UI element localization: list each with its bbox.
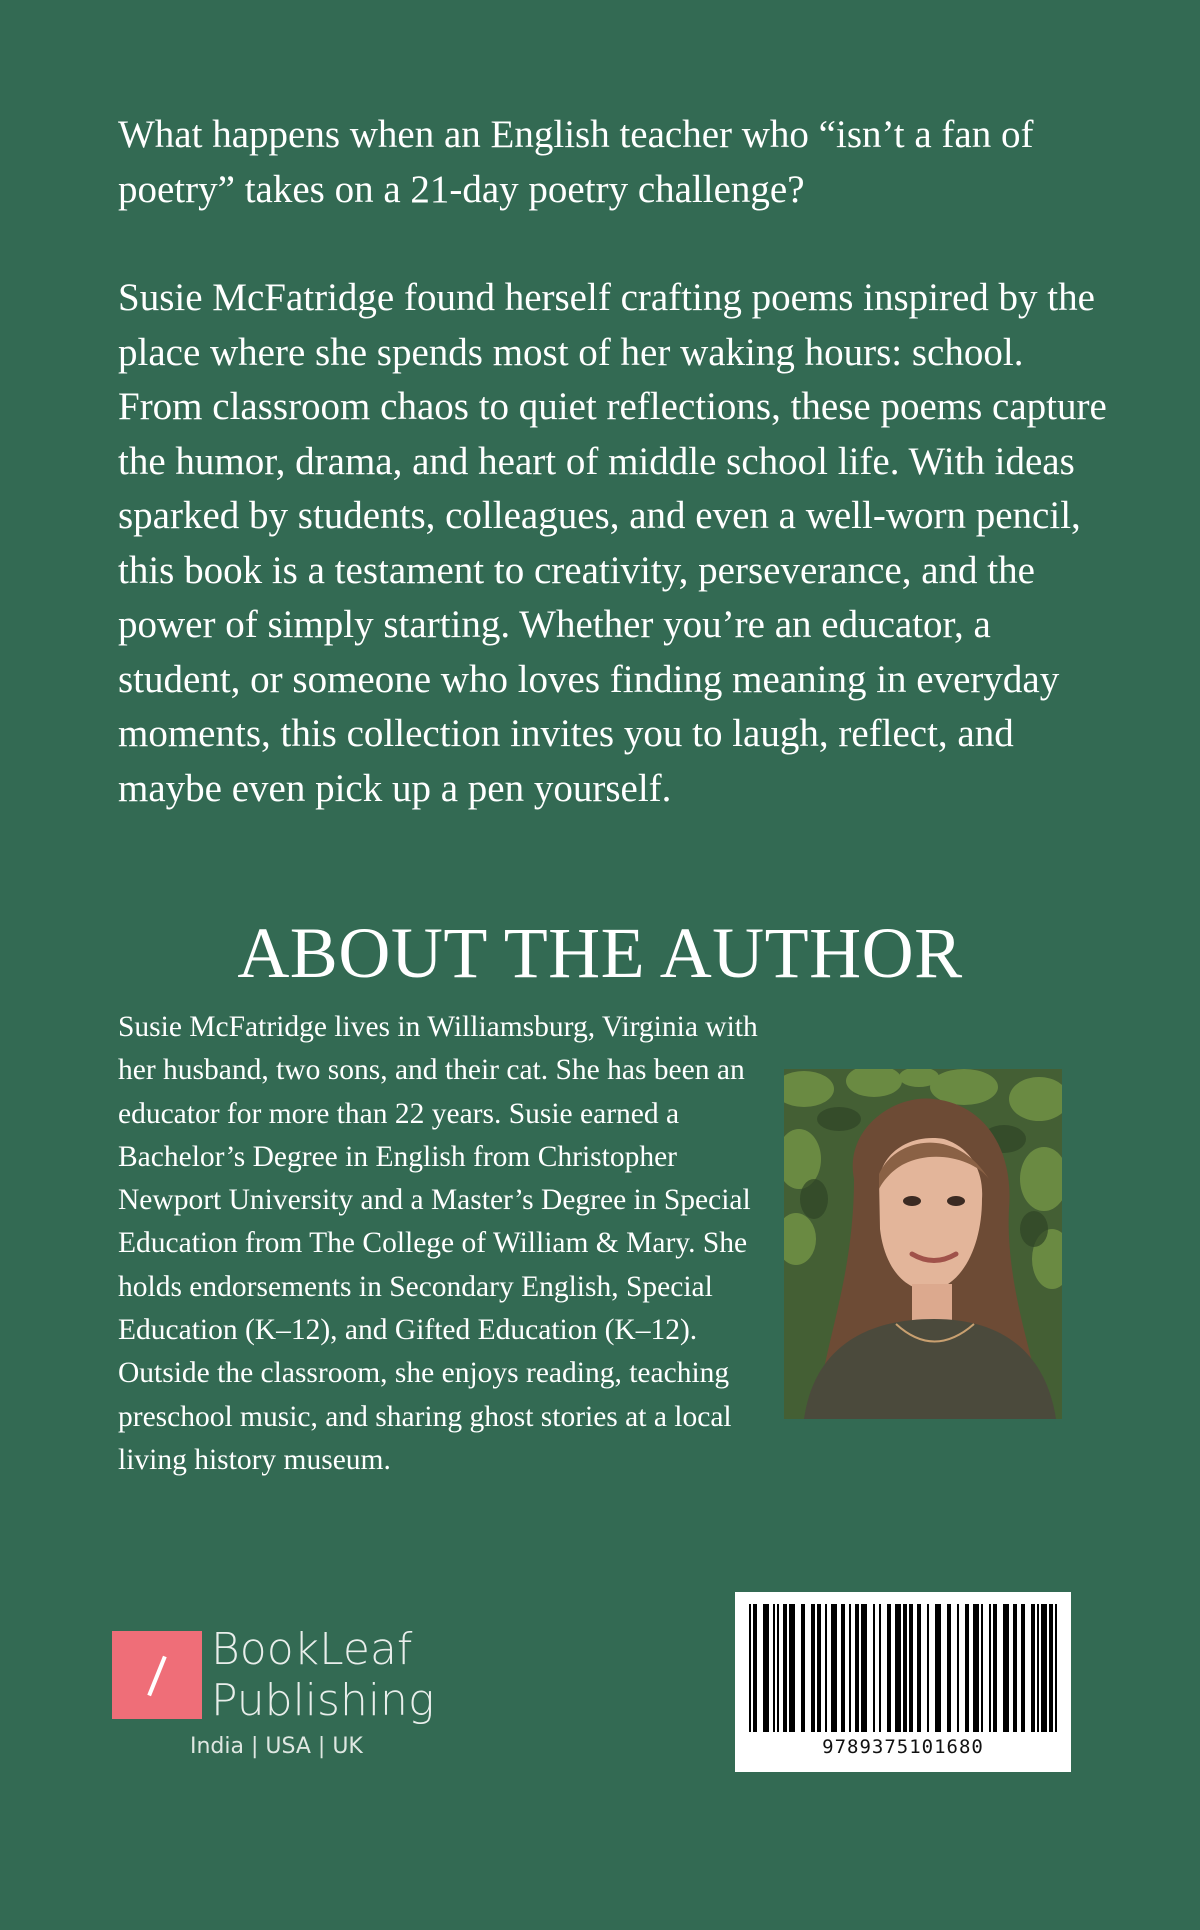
barcode-bar (841, 1604, 845, 1732)
barcode-bar (1003, 1604, 1009, 1732)
barcode-bar (903, 1604, 907, 1732)
blurb-paragraph-1: What happens when an English teacher who “isn’t a fan of poetry” takes on a 21-day poetry challenge? (118, 113, 1034, 211)
barcode-bar (777, 1604, 779, 1732)
barcode-bar (753, 1604, 757, 1732)
barcode-bar (989, 1604, 991, 1732)
about-author-heading: ABOUT THE AUTHOR (237, 913, 963, 993)
publisher-name-line-1: BookLeaf (211, 1624, 413, 1675)
barcode-bar (825, 1604, 827, 1732)
barcode-bar (811, 1604, 815, 1732)
barcode-bar (1037, 1604, 1039, 1732)
barcode-bar (1055, 1604, 1057, 1732)
barcode-bar (917, 1604, 921, 1732)
barcode-bar (749, 1604, 751, 1732)
barcode-bar (855, 1604, 859, 1732)
barcode-bar (895, 1604, 901, 1732)
barcode-bar (789, 1604, 795, 1732)
barcode-bar (993, 1604, 997, 1732)
author-photo (784, 1069, 1062, 1419)
blurb (118, 108, 1108, 816)
barcode-bar (927, 1604, 929, 1732)
barcode-bar (763, 1604, 769, 1732)
barcode-bar (965, 1604, 969, 1732)
blurb-paragraph-2: Susie McFatridge found herself crafting poems inspired by the place where she spends most of her waking hours: school. From classroom chaos to quiet reflections, these poems capture the humor, drama, and heart of middle school life. With ideas sparked by students, colleagues, and even a well-worn pencil, this book is a testament to creativity, perseverance, and the power of simply starting. Whether you’re an educator, a student, or someone who loves finding meaning in everyday moments, this collection invites you to laugh, reflect, and maybe even pick up a pen yourself. (118, 276, 1107, 810)
barcode-bar (909, 1604, 913, 1732)
barcode-bar (861, 1604, 867, 1732)
barcode-bar (947, 1604, 951, 1732)
barcode-bar (981, 1604, 983, 1732)
slash-logo-icon (112, 1631, 202, 1719)
barcode-bar (817, 1604, 821, 1732)
isbn-number: 9789375101680 (822, 1736, 984, 1758)
barcode-bar (1021, 1604, 1025, 1732)
barcode-bar (957, 1604, 959, 1732)
barcode-bar (773, 1604, 775, 1732)
barcode-bar (831, 1604, 837, 1732)
barcode-bar (879, 1604, 881, 1732)
barcode-bar (873, 1604, 875, 1732)
barcode-bar (783, 1604, 787, 1732)
barcode-bar (801, 1604, 805, 1732)
publisher-regions: India | USA | UK (190, 1734, 363, 1759)
publisher-name (211, 1624, 434, 1726)
barcode-bar (973, 1604, 979, 1732)
barcode-bar (1041, 1604, 1047, 1732)
barcode-bar (935, 1604, 941, 1732)
isbn-barcode (735, 1592, 1071, 1772)
publisher-logo (112, 1624, 472, 1770)
publisher-name-line-2: Publishing (211, 1675, 435, 1726)
barcode-bar (887, 1604, 891, 1732)
barcode-bar (1013, 1604, 1017, 1732)
author-bio: Susie McFatridge lives in Williamsburg, Virginia with her husband, two sons, and their cat. She has been an educator for more than 22 years. Susie earned a Bachelor’s Degree in English from Christopher Newport University and a Master’s Degree in Special Education from The College of William & Mary. She holds endorsements in Secondary English, Special Education (K–12), and Gifted Education (K–12). Outside the classroom, she enjoys reading, teaching preschool music, and sharing ghost stories at a local living history museum. (118, 1011, 758, 1476)
barcode-bar (1049, 1604, 1053, 1732)
barcode-bar (849, 1604, 851, 1732)
barcode-bar (1031, 1604, 1035, 1732)
